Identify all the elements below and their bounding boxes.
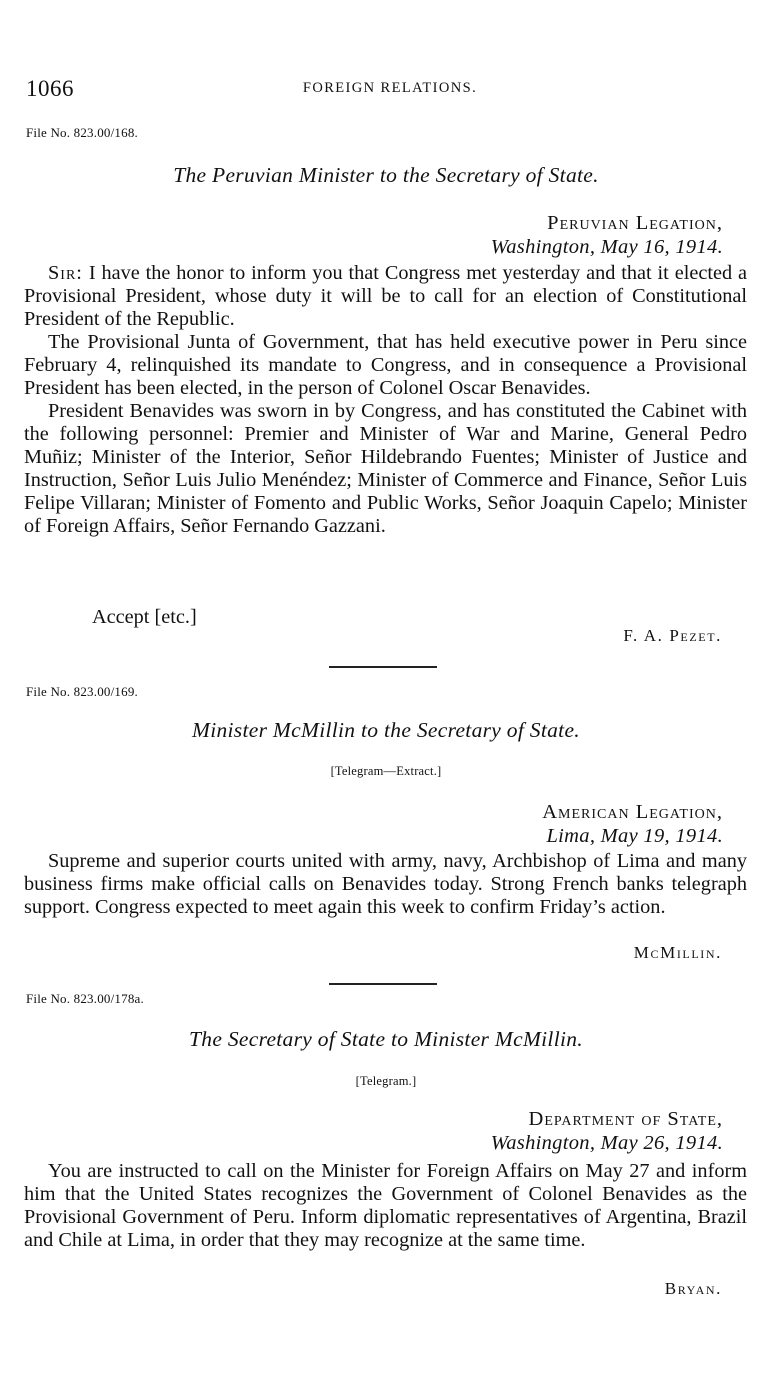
signature: McMillin. bbox=[633, 943, 722, 962]
running-head bbox=[26, 76, 746, 106]
signature: Bryan. bbox=[664, 1279, 722, 1298]
page-number: 1066 bbox=[26, 76, 74, 101]
paragraph-text: I have the honor to inform you that Congress met yesterday and that it elected a Provisional President, whose duty it will be to call for an election of Constitutional President of the Republic. bbox=[24, 262, 747, 330]
file-number: File No. 823.00/168. bbox=[26, 125, 138, 140]
dateline bbox=[542, 800, 723, 848]
telegram-body bbox=[24, 850, 747, 919]
section-divider bbox=[329, 983, 437, 985]
dateline-place: American Legation, bbox=[542, 801, 723, 823]
dateline-place: Peruvian Legation, bbox=[547, 212, 723, 234]
body-paragraph bbox=[24, 262, 747, 331]
document-title: Minister McMillin to the Secretary of State. bbox=[192, 718, 580, 742]
running-title: FOREIGN RELATIONS. bbox=[302, 80, 478, 96]
document-type: [Telegram—Extract.] bbox=[330, 764, 442, 778]
file-number: File No. 823.00/178a. bbox=[26, 991, 144, 1006]
document-type: [Telegram.] bbox=[355, 1074, 417, 1088]
salutation: Sir: bbox=[48, 262, 83, 284]
dateline-date: Washington, May 16, 1914. bbox=[490, 236, 723, 258]
section-divider bbox=[329, 666, 437, 668]
document-title: The Peruvian Minister to the Secretary of State. bbox=[173, 163, 599, 187]
dateline-date: Washington, May 26, 1914. bbox=[490, 1132, 723, 1154]
dateline-place: Department of State, bbox=[528, 1108, 723, 1130]
file-number: File No. 823.00/169. bbox=[26, 684, 138, 699]
letter-body bbox=[24, 262, 747, 538]
closing: Accept [etc.] bbox=[92, 606, 197, 628]
dateline-date: Lima, May 19, 1914. bbox=[546, 825, 723, 847]
signature: F. A. Pezet. bbox=[623, 626, 722, 645]
body-paragraph: President Benavides was sworn in by Congress, and has constituted the Cabinet with the following personnel: Premier and Minister of War and Marine, General Pedro Muñiz; Minister of the Interior, Señor Hildebrando Fuentes; Minister of Justice and Instruction, Señor Luis Julio Menéndez; Minister of Commerce and Finance, Señor Luis Felipe Villaran; Minister of Fomento and Public Works, Señor Joaquin Capelo; Minister of Foreign Affairs, Señor Fernando Gazzani. bbox=[24, 400, 747, 537]
dateline bbox=[491, 211, 723, 259]
document-title: The Secretary of State to Minister McMillin. bbox=[189, 1027, 583, 1051]
dateline bbox=[491, 1107, 723, 1155]
body-paragraph: You are instructed to call on the Minister for Foreign Affairs on May 27 and inform him that the United States recognizes the Government of Colonel Benavides as the Provisional Government of Peru. Inform diplomatic representatives of Argentina, Brazil and Chile at Lima, in order that they may recognize at the same time. bbox=[24, 1160, 747, 1251]
telegram-body bbox=[24, 1160, 747, 1252]
body-paragraph: The Provisional Junta of Government, that has held executive power in Peru since February 4, relinquished its mandate to Congress, and in consequence a Provisional President has been elected, in the person of Colonel Oscar Benavides. bbox=[24, 331, 747, 399]
body-paragraph: Supreme and superior courts united with army, navy, Archbishop of Lima and many business firms make official calls on Benavides today. Strong French banks telegraph support. Congress expected to meet again this week to confirm Friday’s action. bbox=[24, 850, 747, 918]
